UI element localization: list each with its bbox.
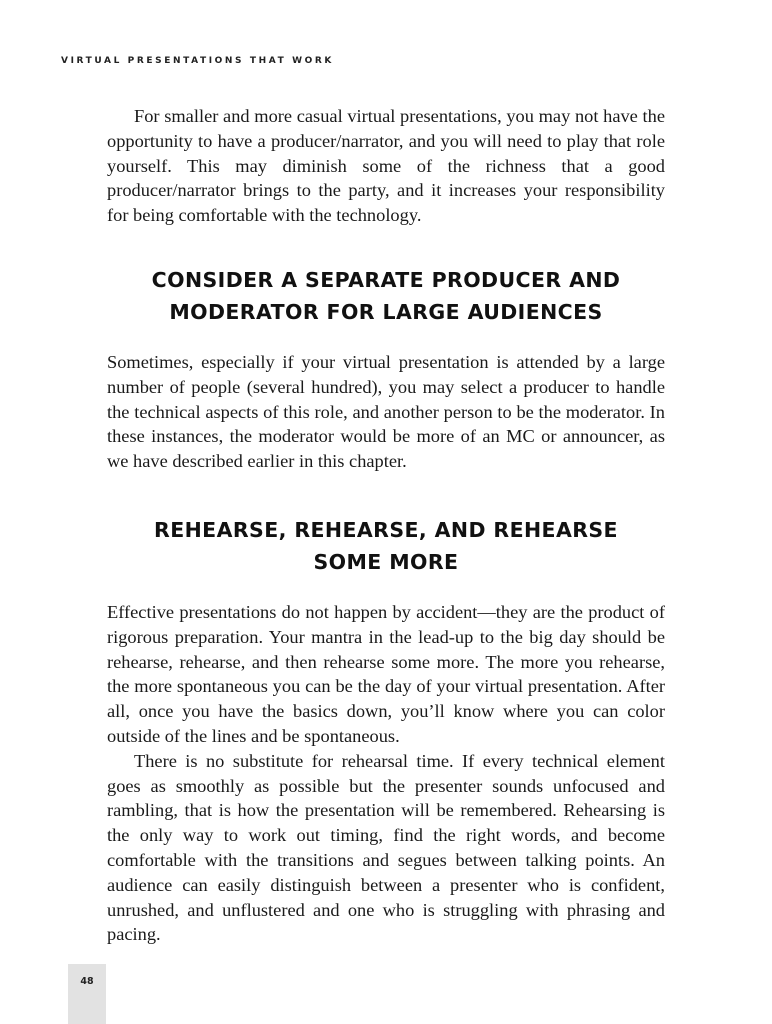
section-heading-rehearse bbox=[107, 514, 665, 578]
paragraph-1: For smaller and more casual virtual presentations, you may not have the opportunity to have a producer/narrator, and you will need to play that role yourself. This may diminish some of the richness that a good producer/narrator brings to the party, and it increases your responsibility for being comfortable with the technology. bbox=[107, 106, 665, 226]
running-head: VIRTUAL PRESENTATIONS THAT WORK bbox=[61, 56, 334, 66]
producer-text-block bbox=[107, 350, 665, 474]
heading-line-1: REHEARSE, REHEARSE, AND REHEARSE bbox=[154, 518, 618, 542]
paragraph-3: Effective presentations do not happen by accident—they are the product of rigorous preparation. Your mantra in the lead-up to the big day should be rehearse, rehearse, and then rehearse some more. The more you rehearse, the more spontaneous you can be the day of your virtual presentation. After all, once you have the basics down, you’ll know where you can color outside of the lines and be spontaneous. bbox=[107, 602, 665, 746]
heading-line-2: MODERATOR FOR LARGE AUDIENCES bbox=[169, 300, 603, 324]
intro-text-block bbox=[107, 104, 665, 228]
section-heading-producer-moderator bbox=[107, 264, 665, 328]
paragraph-4: There is no substitute for rehearsal time. If every technical element goes as smoothly as possible but the presenter sounds unfocused and rambling, that is how the presentation will be remembered. Rehearsing is the only way to work out timing, find the right words, and become comfortable with the transitions and segues between talking points. An audience can easily distinguish between a presenter who is confident, unrushed, and unflustered and one who is struggling with phrasing and pacing. bbox=[107, 750, 665, 945]
page-number: 48 bbox=[80, 976, 94, 987]
paragraph-2: Sometimes, especially if your virtual presentation is attended by a large number of people (several hundred), you may select a producer to handle the technical aspects of this role, and another person to be the moderator. In these instances, the moderator would be more of an MC or announcer, as we have described earlier in this chapter. bbox=[107, 352, 665, 472]
heading-line-1: CONSIDER A SEPARATE PRODUCER AND bbox=[151, 268, 621, 292]
rehearse-text-block bbox=[107, 600, 665, 947]
page-number-tab bbox=[68, 964, 106, 1024]
heading-line-2: SOME MORE bbox=[313, 550, 459, 574]
